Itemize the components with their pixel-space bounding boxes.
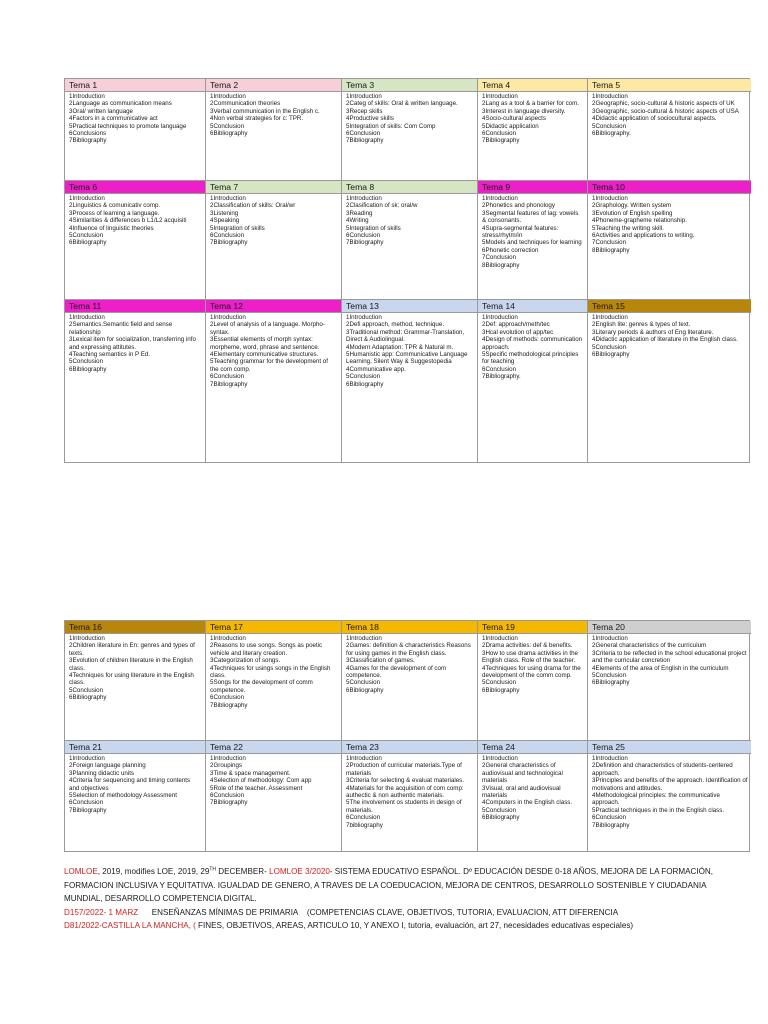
tema-item: 6Conclusions bbox=[69, 130, 107, 138]
tema-item: 7Conclusion bbox=[592, 239, 627, 247]
tema-item: 2Definition and characteristics of students-centered approach. bbox=[592, 762, 733, 777]
tema-title: Tema 22 bbox=[206, 741, 341, 754]
tema-cell bbox=[478, 300, 588, 462]
tema-item: 1Introduction bbox=[69, 314, 105, 321]
tema-contents bbox=[65, 313, 205, 375]
tema-item: 4Communicative app. bbox=[346, 365, 406, 373]
tema-item: 4Factors in a communicative act bbox=[69, 115, 158, 123]
tema-item: 2Clasification of sk: oral/w bbox=[346, 202, 418, 210]
tema-item: 5Songs for the development of comm competence. bbox=[210, 679, 313, 694]
tema-item: 2Communication theories bbox=[210, 100, 281, 108]
tema-item: 3Hcal evolution of app/tec bbox=[482, 328, 554, 336]
tema-item: 5Humanistic app: Communicative Language Learning, Silent Way & Suggestopedia bbox=[346, 351, 468, 366]
tema-item: 3Evolution of children literature in the English class. bbox=[69, 657, 193, 672]
tema-cell bbox=[65, 741, 206, 851]
tema-item: 3How to use drama activities in the English class. Role of the teacher. bbox=[482, 649, 578, 665]
tema-contents bbox=[342, 313, 477, 390]
tema-item: 7Bibliography bbox=[210, 239, 248, 247]
tema-item: 1Introduction bbox=[346, 755, 382, 762]
tema-cell bbox=[342, 79, 478, 181]
tema-item: 5Integration of skills bbox=[210, 224, 265, 232]
tema-title: Tema 14 bbox=[478, 300, 587, 313]
tema-contents bbox=[65, 634, 205, 704]
tema-item: 1Introduction bbox=[346, 635, 382, 642]
tema-item: 1Introduction bbox=[210, 755, 246, 762]
lomloe-text-a: , 2019, modifies LOE, 2019, 29 bbox=[97, 867, 210, 876]
tema-item: 6Conclusion bbox=[210, 792, 245, 800]
tema-item: 5Conclusion bbox=[69, 232, 104, 240]
tema-item: 5Role of the teacher. Assessment bbox=[210, 784, 303, 792]
tema-item: 4Writing bbox=[346, 217, 369, 225]
tema-item: 1Introduction bbox=[482, 195, 518, 202]
tema-item: 4Productive skills bbox=[346, 115, 394, 123]
tema-item: 2Semantics.Semantic field and sense relationship bbox=[69, 321, 173, 336]
tema-item: 2Foreign language planning bbox=[69, 762, 146, 770]
tema-item: 5Conclusion bbox=[346, 373, 381, 381]
tema-title: Tema 16 bbox=[65, 621, 205, 634]
tema-contents bbox=[478, 634, 587, 696]
lomloe-description: - SISTEMA EDUCATIVO ESPAÑOL. Dº EDUCACIÓN DESDE 0-18 AÑOS, MEJORA DE LA FORMACIÓN, FORMACION INCLUSIVA Y EQUITATIVA. IGUALDAD DE GENERO, A TRAVES DE LA COEDUCACION, MEJORA DE CENTROS, DESARROLLO SOSTENIBLE Y CIUDADANIA MUNDIAL, DESARROLLO COMPETENCIA DIGITAL. bbox=[64, 867, 713, 904]
tema-item: 6Conclusion bbox=[592, 814, 627, 822]
tema-item: 4Modern Adaptation: TPR & Natural m. bbox=[346, 343, 454, 351]
tema-item: 3Visual, oral and audiovisual materials bbox=[482, 784, 561, 800]
tema-cell bbox=[342, 621, 478, 741]
tema-item: 3Criteria for selecting & evaluat materiales. bbox=[346, 777, 464, 785]
lomloe-law-label: LOMLOE 3/2020 bbox=[269, 867, 330, 876]
tema-item: 5Integration of skills bbox=[346, 224, 401, 232]
tema-item: 1Introduction bbox=[592, 314, 628, 321]
tema-title: Tema 19 bbox=[478, 621, 587, 634]
tema-cell bbox=[342, 300, 478, 462]
tema-item: 3Traditional method: Grammar-Translation, Direct & Audiolingual. bbox=[346, 328, 465, 344]
tema-item: 2Level of analysis of a language. Morpho-syntax. bbox=[210, 321, 325, 336]
tema-item: 4Methodological principles: the communicative approach. bbox=[592, 792, 720, 807]
tema-item: 5Integration of skills: Com Comp bbox=[346, 122, 436, 130]
tema-item: 2English lite: genres & types of text. bbox=[592, 321, 691, 329]
tema-item: 5Didactic application bbox=[482, 122, 539, 130]
tema-item: 2Categ of skills: Oral & written language. bbox=[346, 100, 458, 108]
tema-contents bbox=[342, 634, 477, 696]
tema-item: 3Criteria to be reflected in the school educational project and the curricular concretion bbox=[592, 649, 747, 665]
tema-item: 3Classification of games. bbox=[346, 657, 415, 665]
tema-item: 6Activities and applications to writing. bbox=[592, 232, 695, 240]
tema-item: 4Techniques for using drama for the development of the comm comp. bbox=[482, 664, 581, 680]
tema-item: 3Oral/ written language bbox=[69, 107, 133, 115]
tema-item: 5Selection of methodology Assessment bbox=[69, 792, 177, 800]
tema-item: 1Introduction bbox=[346, 93, 382, 100]
tema-item: 4Teaching semantics in P Ed. bbox=[69, 351, 151, 359]
syllabus-table-top bbox=[64, 78, 750, 463]
tema-item: 3Essential elements of morph syntax: morpheme, word, phrase and sentence. bbox=[210, 336, 320, 351]
tema-item: 3Time & space management. bbox=[210, 769, 291, 777]
tema-title: Tema 9 bbox=[478, 181, 587, 194]
tema-item: 2General characteristics of audiovisual and technological materials bbox=[482, 762, 563, 785]
tema-item: 3Process of learning a language. bbox=[69, 209, 160, 217]
tema-item: 5The involvement os students in design of materials. bbox=[346, 799, 462, 814]
syllabus-table-bottom bbox=[64, 620, 750, 852]
tema-item: 1Introduction bbox=[482, 755, 518, 762]
tema-title: Tema 21 bbox=[65, 741, 205, 754]
tema-item: 1Introduction bbox=[592, 195, 628, 202]
tema-title: Tema 17 bbox=[206, 621, 341, 634]
tema-item: 5Conclusion bbox=[592, 672, 627, 680]
tema-item: 5Practical techniques to promote language bbox=[69, 122, 187, 130]
tema-item: 4Techniques for usings songs in the English class. bbox=[210, 664, 331, 680]
tema-item: 5Models and techniques for learning bbox=[482, 239, 582, 247]
tema-item: 4Didactic application of literature in the English class. bbox=[592, 336, 738, 344]
tema-contents bbox=[206, 194, 341, 249]
tema-item: 6Bibliography bbox=[346, 380, 384, 388]
tema-item: 1Introduction bbox=[69, 93, 105, 100]
tema-item: 1Introduction bbox=[482, 314, 518, 321]
tema-item: 3Reading bbox=[346, 209, 373, 217]
tema-item: 3Recep skills bbox=[346, 107, 383, 115]
tema-cell bbox=[206, 741, 342, 851]
tema-title: Tema 20 bbox=[588, 621, 751, 634]
tema-item: 6Conclusion bbox=[210, 694, 245, 702]
tema-cell bbox=[206, 300, 342, 462]
tema-contents bbox=[478, 313, 587, 383]
tema-item: 5Conclusion bbox=[69, 686, 104, 694]
tema-cell bbox=[478, 621, 588, 741]
tema-title: Tema 23 bbox=[342, 741, 477, 754]
tema-item: 1Introduction bbox=[482, 635, 518, 642]
tema-item: 4Computers in the English class. bbox=[482, 799, 573, 807]
tema-cell bbox=[478, 79, 588, 181]
tema-item: 6Bibliography bbox=[592, 351, 630, 359]
tema-contents bbox=[65, 754, 205, 816]
tema-item: 6Conclusion bbox=[346, 130, 381, 138]
tema-cell bbox=[206, 621, 342, 741]
tema-item: 4Selection of methodology: Com app bbox=[210, 777, 312, 785]
tema-contents bbox=[588, 194, 751, 256]
tema-title: Tema 8 bbox=[342, 181, 477, 194]
tema-contents bbox=[206, 634, 341, 711]
tema-item: 7Bibliography bbox=[69, 137, 107, 145]
tema-item: 6Bibliography bbox=[346, 686, 384, 694]
tema-title: Tema 25 bbox=[588, 741, 751, 754]
tema-item: 6Bibliography. bbox=[592, 130, 631, 138]
tema-item: 1Introduction bbox=[210, 195, 246, 202]
tema-item: 2Phonetics and phonology bbox=[482, 202, 555, 210]
tema-item: 3Interest in language diversity. bbox=[482, 107, 566, 115]
tema-contents bbox=[206, 313, 341, 390]
tema-item: 7Bibliography. bbox=[482, 373, 521, 381]
tema-contents bbox=[478, 194, 587, 271]
tema-item: 3Lexical item for socialization, transferring info and expressing attitutes. bbox=[69, 336, 196, 351]
tema-item: 2Classification of skills: Oral/wr bbox=[210, 202, 296, 210]
tema-item: 5Specific methodological principles for teaching bbox=[482, 351, 579, 366]
tema-item: 7Bibliography bbox=[210, 799, 248, 807]
tema-cell bbox=[478, 741, 588, 851]
date-superscript: TH bbox=[209, 866, 217, 873]
tema-item: 7Bibliography bbox=[482, 137, 520, 145]
tema-title: Tema 10 bbox=[588, 181, 751, 194]
lomloe-label: LOMLOE bbox=[64, 867, 98, 876]
decree-81-text: FINES, OBJETIVOS, AREAS, ARTICULO 10, Y ANEXO I, tutoria, evaluación, art 27, necesidades educativas especiales) bbox=[195, 921, 634, 931]
tema-item: 2Def: approach/meth/tec bbox=[482, 321, 550, 329]
tema-item: 1Introduction bbox=[482, 93, 518, 100]
tema-contents bbox=[588, 754, 751, 831]
tema-item: 1Introduction bbox=[210, 314, 246, 321]
decree-81-line bbox=[64, 919, 744, 933]
tema-item: 8Bibliography bbox=[482, 261, 520, 269]
tema-item: 7Bibliography bbox=[69, 806, 107, 814]
tema-item: 7Bibliography bbox=[210, 380, 248, 388]
tema-item: 6Conclusion bbox=[482, 130, 517, 138]
tema-item: 3Categorization of songs. bbox=[210, 657, 281, 665]
tema-item: 7Bibliography bbox=[346, 239, 384, 247]
tema-item: 5Conclusion bbox=[69, 358, 104, 366]
tema-item: 6Bibliography bbox=[482, 686, 520, 694]
tema-item: 3Planning didactic units bbox=[69, 769, 135, 777]
tema-item: 3Geographic, socio-cultural & historic aspects of USA bbox=[592, 107, 739, 115]
tema-item: 3Verbal communication in the English c. bbox=[210, 107, 320, 115]
tema-item: 7Bibliography bbox=[346, 137, 384, 145]
tema-item: 5Practical techniques in the in the English class. bbox=[592, 806, 725, 814]
tema-item: 3Principles and benefits of the approach. Identification of motivations and attitudes. bbox=[592, 777, 748, 792]
tema-item: 2Graphology. Written system bbox=[592, 202, 672, 210]
tema-title: Tema 5 bbox=[588, 79, 751, 92]
tema-item: 1Introduction bbox=[346, 314, 382, 321]
tema-cell bbox=[65, 300, 206, 462]
tema-item: 8Bibliography bbox=[592, 246, 630, 254]
tema-title: Tema 18 bbox=[342, 621, 477, 634]
tema-cell bbox=[588, 741, 751, 851]
tema-item: 4Elements of the area of English in the curriculum bbox=[592, 664, 729, 672]
tema-item: 6Conclusion bbox=[482, 365, 517, 373]
tema-item: 4Speaking bbox=[210, 217, 240, 225]
tema-contents bbox=[342, 754, 477, 831]
tema-item: 3Segmental features of lag: vowels & consonants. bbox=[482, 209, 579, 225]
tema-item: 1Introduction bbox=[592, 93, 628, 100]
tema-title: Tema 15 bbox=[588, 300, 751, 313]
tema-item: 5Conclusion bbox=[592, 343, 627, 351]
tema-item: 4Criteria for sequencing and timing contents and objectives bbox=[69, 777, 191, 792]
tema-item: 4Supra-segmental features: stress/rhytm/in bbox=[482, 224, 559, 240]
tema-item: 4Phoneme-grapheme relationship. bbox=[592, 217, 687, 225]
tema-item: 6Bibliography bbox=[592, 679, 630, 687]
tema-contents bbox=[342, 194, 477, 249]
tema-title: Tema 12 bbox=[206, 300, 341, 313]
tema-contents bbox=[206, 754, 341, 809]
tema-item: 6Bibliography bbox=[482, 814, 520, 822]
tema-item: 7Conclusion bbox=[482, 254, 517, 262]
tema-item: 5Conclusion bbox=[592, 122, 627, 130]
tema-item: 4Design of methods: communication approach. bbox=[482, 336, 583, 351]
tema-cell bbox=[65, 79, 206, 181]
tema-cell bbox=[206, 79, 342, 181]
tema-contents bbox=[588, 634, 751, 689]
tema-item: 6Bibliography bbox=[210, 130, 248, 138]
tema-item: 4Games for the development of com competence. bbox=[346, 664, 447, 680]
tema-item: 3Evolution of English spelling bbox=[592, 209, 673, 217]
tema-cell bbox=[65, 181, 206, 300]
tema-item: 6Bibliography bbox=[69, 365, 107, 373]
tema-item: 2Defi approach, method, technique. bbox=[346, 321, 445, 329]
tema-item: 2Lang as a tool & a barrier for com. bbox=[482, 100, 579, 108]
tema-item: 6Conclusion bbox=[69, 799, 104, 807]
tema-item: 6Bibliography bbox=[69, 694, 107, 702]
tema-cell bbox=[65, 621, 206, 741]
tema-item: 2Games: definition & characteristics Reasons for using games in the English class. bbox=[346, 642, 471, 657]
tema-item: 6Conclusion bbox=[346, 232, 381, 240]
tema-item: 4Socio-cultural aspects bbox=[482, 115, 546, 123]
decree-157-text: ENSEÑANZAS MÍNIMAS DE PRIMARIA (COMPETENCIAS CLAVE, OBJETIVOS, TUTORIA, EVALUACION, ATT DIFERENCIA bbox=[138, 907, 619, 917]
tema-cell bbox=[342, 741, 478, 851]
tema-contents bbox=[588, 313, 751, 360]
tema-cell bbox=[588, 79, 751, 181]
tema-title: Tema 1 bbox=[65, 79, 205, 92]
tema-title: Tema 24 bbox=[478, 741, 587, 754]
tema-item: 1Introduction bbox=[592, 755, 628, 762]
tema-item: 4Influence of linguistic theories bbox=[69, 224, 154, 232]
tema-item: 4Similarities & differences b L1/L2 acquisiti bbox=[69, 217, 187, 225]
tema-title: Tema 3 bbox=[342, 79, 477, 92]
tema-contents bbox=[478, 754, 587, 824]
tema-item: 1Introduction bbox=[69, 635, 105, 642]
tema-item: 2Production of curricular materials.Type of materials bbox=[346, 762, 462, 777]
tema-item: 6Conclusion bbox=[210, 232, 245, 240]
tema-item: 1Introduction bbox=[210, 635, 246, 642]
tema-item: 4Materials for the acquisition of com comp: authectic & non authentic materials. bbox=[346, 784, 464, 800]
tema-item: 1Introduction bbox=[346, 195, 382, 202]
decree-81-label: D81/2022-CASTILLA LA MANCHA, ( bbox=[64, 921, 196, 931]
tema-title: Tema 13 bbox=[342, 300, 477, 313]
tema-item: 5Teaching grammar for the development of the com comp. bbox=[210, 358, 328, 373]
tema-contents bbox=[65, 194, 205, 249]
tema-title: Tema 2 bbox=[206, 79, 341, 92]
tema-contents bbox=[588, 92, 751, 139]
tema-item: 1Introduction bbox=[210, 93, 246, 100]
tema-item: 1Introduction bbox=[69, 755, 105, 762]
tema-item: 3Listening bbox=[210, 209, 239, 217]
legal-references bbox=[64, 865, 744, 933]
tema-item: 2Children literature in En: genres and types of texts. bbox=[69, 642, 195, 657]
tema-item: 4Elementary communicative structures. bbox=[210, 351, 319, 359]
tema-title: Tema 4 bbox=[478, 79, 587, 92]
tema-item: 5Teaching the writing skill. bbox=[592, 224, 664, 232]
tema-item: 4Non verbal strategies for c: TPR. bbox=[210, 115, 304, 123]
lomloe-paragraph bbox=[64, 865, 744, 906]
tema-item: 7Bibliography bbox=[592, 821, 630, 829]
tema-cell bbox=[206, 181, 342, 300]
tema-item: 5Conclusion bbox=[346, 679, 381, 687]
tema-title: Tema 11 bbox=[65, 300, 205, 313]
tema-item: 4Didactic application of sociocultural aspects. bbox=[592, 115, 717, 123]
tema-contents bbox=[65, 92, 205, 147]
tema-item: 6Phonetic correction bbox=[482, 246, 539, 254]
tema-item: 1Introduction bbox=[592, 635, 628, 642]
tema-item: 4Techniques for using literature in the English class. bbox=[69, 672, 194, 687]
tema-cell bbox=[588, 300, 751, 462]
tema-item: 3Literary periods & authors of Eng literature. bbox=[592, 328, 714, 336]
decree-157-label: D157/2022- 1 MARZ bbox=[64, 907, 139, 917]
tema-item: 5Conclusion bbox=[482, 679, 517, 687]
tema-item: 5Conclusion bbox=[482, 806, 517, 814]
decree-157-line bbox=[64, 906, 744, 920]
tema-cell bbox=[588, 181, 751, 300]
tema-cell bbox=[588, 621, 751, 741]
tema-item: 2Groupings bbox=[210, 762, 242, 770]
tema-item: 7Bibliography bbox=[210, 701, 248, 709]
tema-cell bbox=[478, 181, 588, 300]
tema-contents bbox=[206, 92, 341, 139]
tema-title: Tema 6 bbox=[65, 181, 205, 194]
tema-item: 2Reasons to use songs. Songs as poetic vehicle and literary creation. bbox=[210, 642, 323, 657]
tema-item: 6Bibliography bbox=[69, 239, 107, 247]
tema-item: 2Language as communication means bbox=[69, 100, 172, 108]
tema-item: 7bibliography bbox=[346, 821, 383, 829]
tema-cell bbox=[342, 181, 478, 300]
tema-item: 1Introduction bbox=[69, 195, 105, 202]
tema-contents bbox=[478, 92, 587, 147]
lomloe-text-b: DECEMBER- bbox=[216, 867, 270, 876]
tema-title: Tema 7 bbox=[206, 181, 341, 194]
tema-item: 2Geographic, socio-cultural & historic aspects of UK bbox=[592, 100, 735, 108]
tema-item: 5Conclusion bbox=[210, 122, 245, 130]
tema-item: 2Drama activities: def & benefits. bbox=[482, 642, 573, 650]
tema-contents bbox=[342, 92, 477, 147]
tema-item: 2Linguistics & comunicativ comp. bbox=[69, 202, 161, 210]
tema-item: 6Conclusion bbox=[346, 814, 381, 822]
tema-item: 2General characteristics of the curriculum bbox=[592, 642, 707, 650]
tema-item: 6Conclusion bbox=[210, 373, 245, 381]
